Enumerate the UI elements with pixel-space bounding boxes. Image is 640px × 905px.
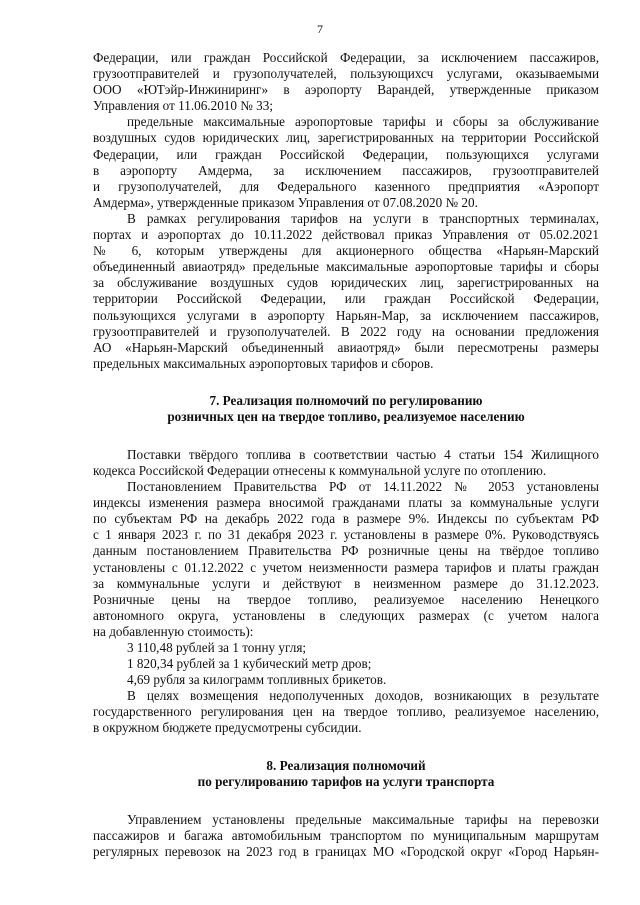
heading-line: 7. Реализация полномочий по регулированию <box>209 392 483 408</box>
text-line: Амдерма», утвержденные приказом Управления от 07.08.2020 № 20. <box>93 194 478 210</box>
text-line: портах и аэропортах до 10.11.2022 действовал приказ Управления от 05.02.2021 <box>93 227 599 243</box>
text-line: и грузополучателей, для Федерального казенного предприятия «Аэропорт <box>93 178 599 194</box>
section-7-heading <box>93 393 599 426</box>
text-line: установлены с 01.12.2022 с учетом неизменности размера тарифов и платы граждан <box>93 559 599 575</box>
intro-paragraph-1 <box>93 50 599 114</box>
text-line: объединенный авиаотряд» предельные максимальные аэропортовые тарифы и сборы <box>93 259 599 275</box>
price-item: 1 820,34 рублей за 1 кубический метр дров; <box>127 656 372 672</box>
section-8-paragraph-1 <box>93 812 599 860</box>
text-line: В рамках регулирования тарифов на услуги в транспортных терминалах, <box>127 210 599 226</box>
text-line: Управления от 11.06.2010 № 33; <box>93 98 274 114</box>
text-line: грузоотправителей и грузополучателей, пользующихсч услугами, оказываемыми <box>93 66 599 82</box>
section-7-paragraph-1 <box>93 447 599 479</box>
text-line: государственного регулирования цен на твердое топливо, реализуемое населению, <box>93 704 599 720</box>
text-line: в аэропорту Амдерма, за исключением пассажиров, грузоотправителей <box>93 162 599 178</box>
text-line: Федерации, или граждан Российской Федерации, за исключением пассажиров, <box>93 50 599 65</box>
text-line: кодекса Российской Федерации отнесены к коммунальной услуге по отоплению. <box>93 462 547 478</box>
text-line: Розничные цены на твердое топливо, реализуемое населению Ненецкого <box>93 591 599 607</box>
text-line: предельных максимальных аэропортовых тарифов и сборов. <box>93 355 434 371</box>
text-line: данным постановлением Правительства РФ розничные цены на твёрдое топливо <box>93 543 599 559</box>
page-number: 7 <box>317 22 323 36</box>
text-line: № 6, которым утверждены для акционерного общества «Нарьян-Марский <box>93 243 599 259</box>
text-line: ООО «ЮТэйр-Инжиниринг» в аэропорту Варандей, утвержденные приказом <box>93 82 599 98</box>
text-line: территории Российской Федерации, или граждан Российской Федерации, <box>93 291 599 307</box>
text-line: регулярных перевозок на 2023 год в границах МО «Городской округ «Город Нарьян- <box>93 843 599 859</box>
price-item: 3 110,48 рублей за 1 тонну угля; <box>127 640 307 655</box>
section-7-paragraph-2 <box>93 479 599 640</box>
price-list <box>93 640 599 688</box>
text-line: предельные максимальные аэропортовые тарифы и сборы за обслуживание <box>127 114 599 130</box>
page-content <box>93 50 599 860</box>
section-7-paragraph-3 <box>93 688 599 736</box>
text-line: за обслуживание воздушных судов юридических лиц, зарегистрированных на <box>93 275 599 291</box>
text-line: воздушных судов юридических лиц, зарегистрированных на территории Российской <box>93 130 599 146</box>
text-line: автономного округа, установлены в следующих размерах (с учетом налога <box>93 607 599 623</box>
text-line: Поставки твёрдого топлива в соответствии частью 4 статьи 154 Жилищного <box>127 446 599 462</box>
text-line: грузоотправителей и грузополучателей. В 2022 году на основании предложения <box>93 323 599 339</box>
text-line: по субъектам РФ на декабрь 2022 года в размере 9%. Индексы по субъектам РФ <box>93 511 599 527</box>
text-line: индексы изменения размера вносимой гражданами платы за коммунальные услуги <box>93 495 599 511</box>
text-line: пассажиров и багажа автомобильным транспортом по муниципальным маршрутам <box>93 827 599 843</box>
heading-line: розничных цен на твердое топливо, реализуемое населению <box>167 409 525 425</box>
text-line: пользующихся услугами в аэропорту Нарьян-Мар, за исключением пассажиров, <box>93 307 599 323</box>
text-line: на добавленную стоимость): <box>93 623 254 639</box>
heading-line: по регулированию тарифов на услуги транспорта <box>197 774 495 790</box>
price-item: 4,69 рубля за килограмм топливных брикетов. <box>127 672 387 688</box>
text-line: АО «Нарьян-Марский объединенный авиаотряд» были пересмотрены размеры <box>93 339 599 355</box>
text-line: Постановлением Правительства РФ от 14.11.2022 № 2053 установлены <box>127 479 599 495</box>
section-8-heading <box>93 758 599 791</box>
text-line: в окружном бюджете предусмотрены субсидии. <box>93 720 362 736</box>
intro-paragraph-2 <box>93 114 599 211</box>
text-line: Управлением установлены предельные максимальные тарифы на перевозки <box>127 811 599 827</box>
text-line: с 1 января 2023 г. по 31 декабря 2023 г. установлены в размере 0%. Руководствуясь <box>93 527 599 543</box>
text-line: Федерации, или граждан Российской Федерации, пользующихся услугами <box>93 146 599 162</box>
text-line: В целях возмещения недополученных доходов, возникающих в результате <box>127 688 599 704</box>
text-line: за коммунальные услуги и действуют в неизменном размере до 31.12.2023. <box>93 575 599 591</box>
intro-paragraph-3 <box>93 211 599 372</box>
heading-line: 8. Реализация полномочий <box>266 757 426 773</box>
